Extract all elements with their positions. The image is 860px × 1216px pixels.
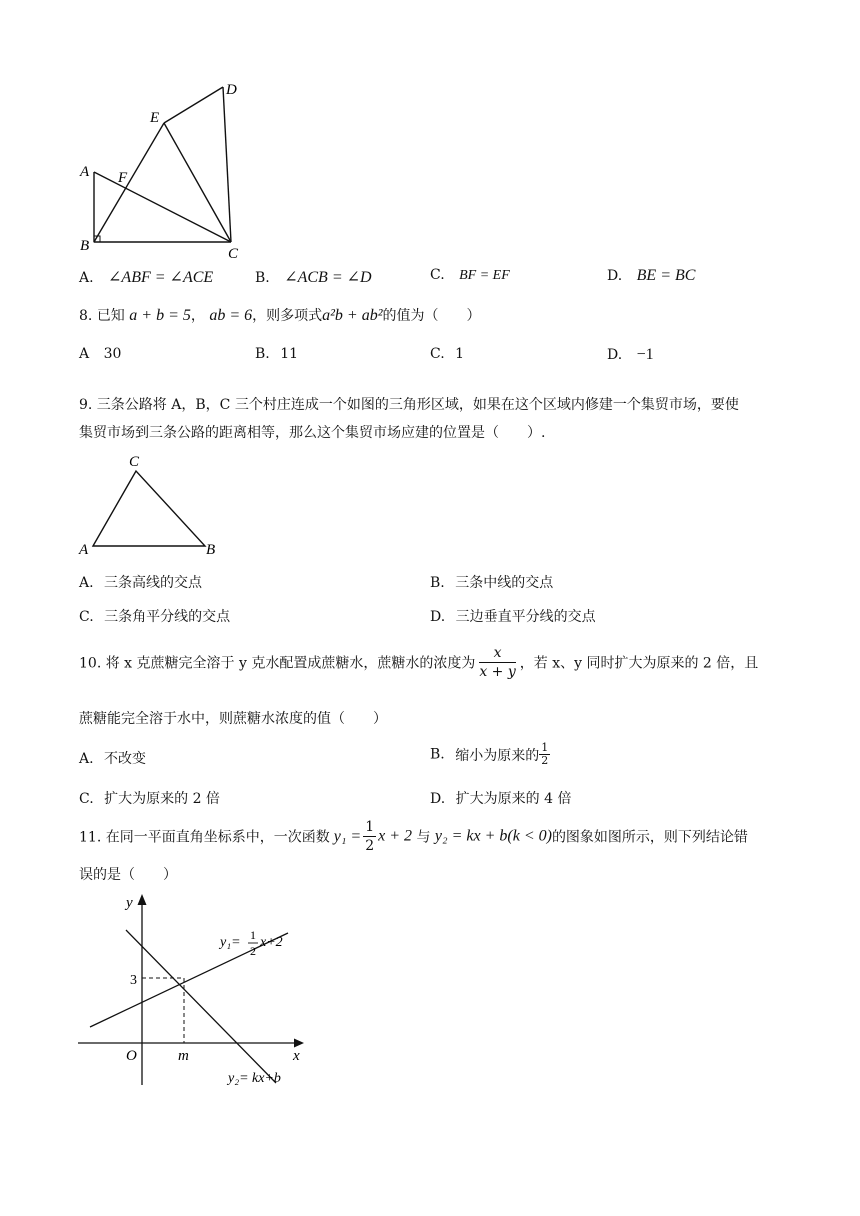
q10-option-b-fraction: [539, 742, 550, 767]
q7-label-d: D: [226, 82, 237, 98]
q7-label-a: A: [80, 164, 90, 180]
q11-y2: y₂ = kx + b(k < 0): [434, 827, 552, 845]
option-text: 30: [103, 346, 122, 362]
option-letter: A: [79, 346, 90, 362]
y2-label: y₂= kx+b: [228, 1071, 281, 1086]
q11-graph: [70, 890, 320, 1095]
q8-stem-2: ，则多项式: [252, 308, 323, 324]
q8-option-d[interactable]: [607, 346, 654, 364]
q11-stem-line-1: [79, 818, 748, 855]
option-text: ∠ABF = ∠ACE: [108, 269, 214, 286]
q10-option-c[interactable]: [79, 788, 220, 808]
origin-label: O: [126, 1048, 137, 1064]
option-letter: C.: [79, 609, 94, 625]
x-axis-arrow: [294, 1039, 304, 1048]
option-letter: B.: [255, 270, 270, 286]
q11-line-1a: 11. 在同一平面直角坐标系中，一次函数: [79, 829, 330, 846]
y1-line: [90, 933, 288, 1027]
q8-option-b[interactable]: [255, 346, 298, 362]
option-letter: B.: [430, 746, 445, 763]
frac-num: 1: [541, 741, 549, 754]
q8-option-c[interactable]: [430, 346, 464, 362]
q9-option-a[interactable]: [79, 572, 202, 592]
option-letter: A.: [79, 751, 94, 767]
q9-label-b: B: [206, 542, 216, 558]
q11-stem-line-2: 误的是（ ）: [79, 867, 177, 883]
y1-label-rest: x+2: [260, 935, 283, 950]
tick-x-label: m: [178, 1048, 189, 1064]
q7-label-c: C: [228, 246, 239, 262]
q11-y1-fraction: [363, 818, 376, 855]
option-text: 扩大为原来的 2 倍: [104, 791, 220, 807]
q8-option-a[interactable]: [79, 346, 121, 362]
q8-stem-3: 的值为（ ）: [382, 308, 481, 324]
y1-label-num: 1: [250, 928, 256, 942]
q10-frac-den: x + y: [479, 664, 516, 680]
q10-line-1b: ，若 x、y 同时扩大为原来的 2 倍，且: [519, 655, 759, 672]
q10-line-1a: 10. 将 x 克蔗糖完全溶于 y 克水配置成蔗糖水，蔗糖水的浓度为: [79, 655, 476, 672]
q10-option-a[interactable]: [79, 748, 146, 768]
option-text: 11: [280, 346, 299, 362]
option-letter: C.: [430, 346, 445, 362]
frac-num: 1: [365, 819, 375, 835]
option-text: 三条中线的交点: [455, 575, 554, 591]
option-text: 三条高线的交点: [104, 575, 203, 591]
q9-label-a: A: [79, 542, 89, 558]
option-text: 不改变: [104, 751, 147, 767]
q8-number: 8.: [79, 308, 93, 324]
y-axis-label: y: [126, 895, 133, 911]
q11-mid: 与: [416, 829, 431, 846]
option-text: −1: [636, 346, 654, 363]
q7-option-a[interactable]: [79, 267, 213, 287]
option-letter: D.: [607, 268, 623, 284]
q9-option-c[interactable]: [79, 606, 230, 626]
q10-option-d[interactable]: [430, 788, 571, 808]
q10-stem-line-1: [79, 644, 758, 681]
x-axis-label: x: [293, 1048, 300, 1064]
q8-sep: ，: [190, 308, 205, 324]
q7-option-b[interactable]: [255, 267, 372, 287]
q10-stem-line-2: 蔗糖能完全溶于水中，则蔗糖水浓度的值（ ）: [79, 711, 387, 727]
option-text: 三条角平分线的交点: [104, 609, 231, 625]
y1-label-den: 2: [250, 944, 256, 958]
option-text: BF = EF: [459, 268, 510, 283]
option-letter: A.: [79, 575, 94, 591]
q7-label-b: B: [80, 238, 90, 254]
tick-y-label: 3: [130, 973, 137, 988]
q8-expr: a²b + ab²: [322, 307, 383, 324]
option-text: 扩大为原来的 4 倍: [455, 791, 572, 807]
q7-label-e: E: [150, 110, 160, 126]
option-letter: C.: [430, 267, 445, 283]
q10-option-b[interactable]: [430, 742, 550, 767]
option-letter: B.: [430, 575, 445, 591]
q8-stem: [79, 305, 481, 325]
frac-den: 2: [541, 754, 549, 767]
q11-y1-lhs: y₁ =: [333, 827, 362, 845]
option-letter: B.: [255, 346, 270, 362]
option-text: ∠ACB = ∠D: [284, 269, 372, 286]
q8-cond-2: ab = 6: [209, 307, 253, 324]
q7-figure: [70, 70, 270, 265]
option-letter: D.: [607, 347, 623, 363]
option-letter: D.: [430, 609, 446, 625]
q8-cond-1: a + b = 5: [129, 307, 191, 324]
q7-label-f: F: [118, 170, 128, 186]
q9-option-d[interactable]: [430, 606, 596, 626]
q10-fraction: [479, 644, 515, 681]
q11-y1-rhs: x + 2: [378, 827, 413, 845]
q9-label-c: C: [129, 454, 140, 470]
y-axis-arrow: [138, 894, 147, 905]
q7-option-d[interactable]: [607, 267, 695, 285]
option-letter: C.: [79, 791, 94, 807]
q7-option-c[interactable]: [430, 267, 510, 284]
q9-figure: [75, 450, 225, 560]
q9-option-b[interactable]: [430, 572, 553, 592]
option-text: 1: [455, 346, 465, 362]
q11-line-1b: 的图象如图所示，则下列结论错: [551, 829, 748, 846]
q9-stem-line-2: 集贸市场到三条公路的距离相等，那么这个集贸市场应建的位置是（ ）.: [79, 425, 546, 441]
option-text: BE = BC: [636, 267, 696, 284]
option-letter: A.: [79, 270, 94, 286]
y1-label: y₁=: [220, 935, 241, 950]
option-letter: D.: [430, 791, 446, 807]
option-text: 三边垂直平分线的交点: [455, 609, 596, 625]
frac-den: 2: [365, 838, 375, 854]
q8-stem-1: 已知: [96, 308, 125, 324]
q10-frac-num: x: [479, 644, 515, 663]
option-text: 缩小为原来的: [455, 747, 540, 764]
q9-stem-line-1: 9. 三条公路将 A，B，C 三个村庄连成一个如图的三角形区域，如果在这个区域内修建一个集贸市场，要使: [79, 397, 739, 413]
